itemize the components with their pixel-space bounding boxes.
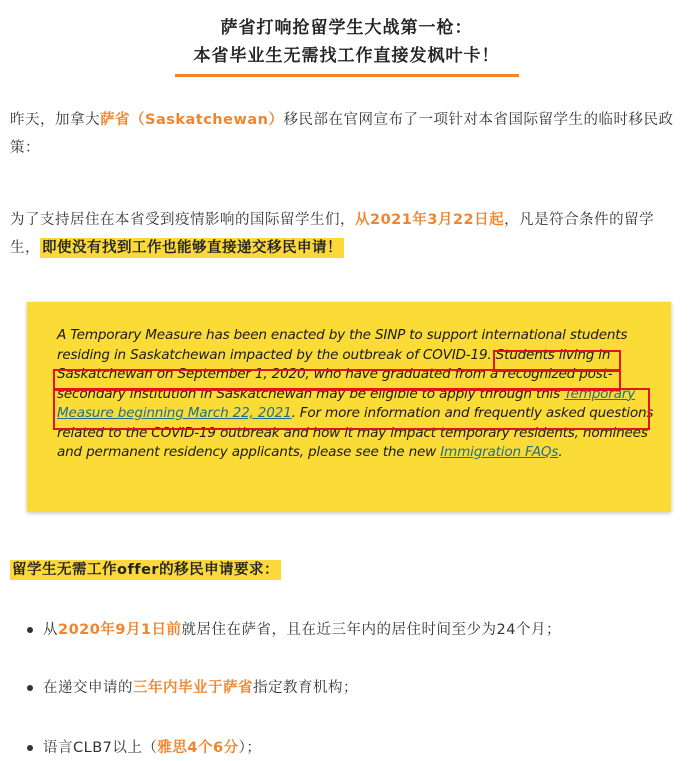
item-text: 就居住在萨省，且在近三年内的居住时间至少为24个月； [181,622,561,638]
item-text: 在递交申请的 [43,680,133,696]
immigration-faqs-link[interactable]: Immigration FAQs [440,444,559,460]
item-text: 从 [43,622,58,638]
official-notice-screenshot [27,302,671,512]
requirements-heading-wrap [10,556,683,584]
item-text: 语言CLB7以上（ [43,740,158,756]
key-highlight: 即使没有找到工作也能够直接递交移民申请！ [42,240,342,256]
intro-text: 移民部在官网宣布了一项针对本省国际留学生的临时移民政策： [10,112,674,156]
item-highlight: 雅思4个6分 [157,740,239,756]
item-highlight: 三年内毕业于萨省 [133,680,253,696]
list-item [43,736,261,760]
notice-sentence-2: Students living in Saskatchewan on September 1, 2020, who have graduated from a recognized post-secondary institution in Saskatchewan may be eligible to apply through this [57,346,613,402]
intro-text: 为了支持居住在本省受到疫情影响的国际留学生们， [10,212,355,228]
intro-text: ，凡是符合条件的留学生， [10,212,655,256]
red-annotation-box-3 [53,385,650,430]
bullet-icon [27,685,33,691]
item-text: ）； [238,740,262,756]
item-highlight: 2020年9月1日前 [58,622,182,638]
article-title [0,0,693,77]
requirements-heading: 留学生无需工作offer的移民申请要求： [12,562,280,578]
notice-end: . [558,444,563,460]
title-line-2: 本省毕业生无需找工作直接发枫叶卡！ [193,46,500,66]
item-text: 指定教育机构； [253,680,358,696]
list-item [43,676,358,700]
intro-paragraph-1 [10,106,683,162]
list-item [43,618,561,642]
intro-text: 昨天，加拿大 [10,112,100,128]
bullet-icon [27,745,33,751]
notice-sentence-3: . For more information and frequently asked questions related to the COVID-19 outbreak and how it may impact temporary residents, nominees and permanent residency applicants, please see the new [57,405,654,460]
temporary-measure-link[interactable]: Temporary Measure beginning March 22, 2021 [57,385,636,421]
bullet-icon [27,627,33,633]
title-underline [175,74,519,77]
notice-sentence-1: A Temporary Measure has been enacted by the SINP to support international students residing in Saskatchewan impacted by the outbreak of COVID-19. [57,327,628,363]
province-name: 萨省（Saskatchewan） [100,112,284,128]
start-date: 从2021年3月22日起 [355,212,505,228]
intro-paragraph-2 [10,206,683,262]
title-line-1: 萨省打响抢留学生大战第一枪： [220,18,473,38]
